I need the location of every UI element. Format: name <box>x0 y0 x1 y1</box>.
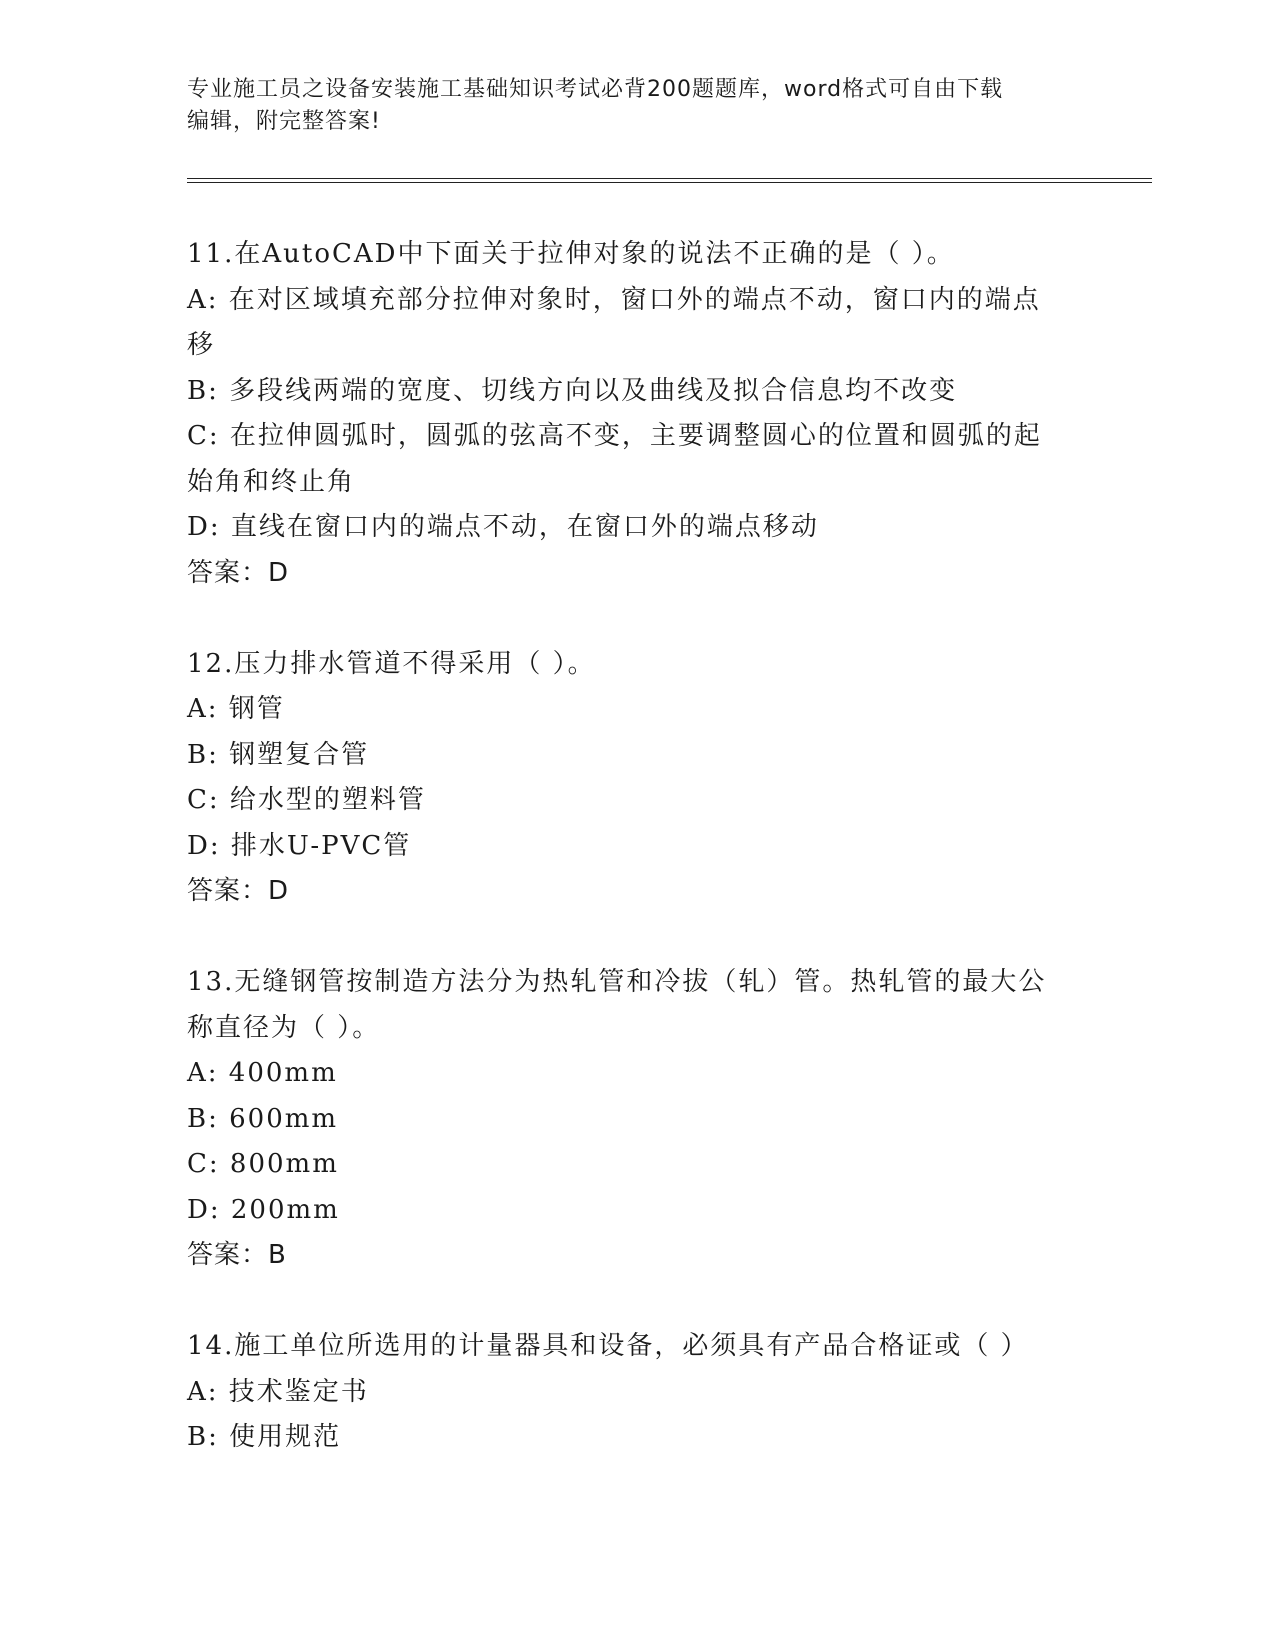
header-divider-top <box>187 178 1152 179</box>
question-option: 始角和终止角 <box>187 466 356 497</box>
question-answer: 答案：D <box>187 876 290 906</box>
question-option: C: 给水型的塑料管 <box>187 785 426 815</box>
question-block <box>187 960 1087 1279</box>
question-answer: 答案：B <box>187 1240 287 1270</box>
question-list <box>187 232 1087 1506</box>
question-stem: 14.施工单位所选用的计量器具和设备，必须具有产品合格证或（ ） <box>187 1331 1029 1361</box>
question-block <box>187 642 1087 915</box>
question-answer: 答案：D <box>187 557 290 588</box>
question-option: B: 钢塑复合管 <box>187 739 370 770</box>
document-header <box>187 74 1087 138</box>
question-stem: 13.无缝钢管按制造方法分为热轧管和冷拔（轧）管。热轧管的最大公 <box>187 967 1047 997</box>
header-line-2: 编辑，附完整答案! <box>187 109 381 134</box>
question-option: C: 在拉伸圆弧时，圆弧的弦高不变，主要调整圆心的位置和圆弧的起 <box>187 421 1042 451</box>
question-option: D: 排水U-PVC管 <box>187 830 412 861</box>
question-stem: 称直径为（ ）。 <box>187 1012 381 1043</box>
question-stem: 11.在AutoCAD中下面关于拉伸对象的说法不正确的是（ ）。 <box>187 239 955 269</box>
question-stem: 12.压力排水管道不得采用（ ）。 <box>187 648 596 679</box>
question-option: B: 多段线两端的宽度、切线方向以及曲线及拟合信息均不改变 <box>187 375 958 406</box>
question-option: A: 技术鉴定书 <box>187 1376 369 1407</box>
question-option: D: 200mm <box>187 1194 340 1225</box>
question-option: D: 直线在窗口内的端点不动，在窗口外的端点移动 <box>187 512 819 542</box>
header-line-1: 专业施工员之设备安装施工基础知识考试必背200题题库，word格式可自由下载 <box>187 77 1004 102</box>
question-option: B: 600mm <box>187 1103 339 1134</box>
question-option: A: 在对区域填充部分拉伸对象时，窗口外的端点不动，窗口内的端点 <box>187 284 1041 315</box>
question-block <box>187 232 1087 596</box>
question-option: A: 400mm <box>187 1058 338 1088</box>
question-option: A: 钢管 <box>187 694 285 724</box>
question-option: C: 800mm <box>187 1149 339 1179</box>
question-option: 移 <box>187 330 216 360</box>
question-option: B: 使用规范 <box>187 1422 342 1452</box>
question-block <box>187 1324 1087 1461</box>
header-divider-bottom <box>187 182 1152 183</box>
